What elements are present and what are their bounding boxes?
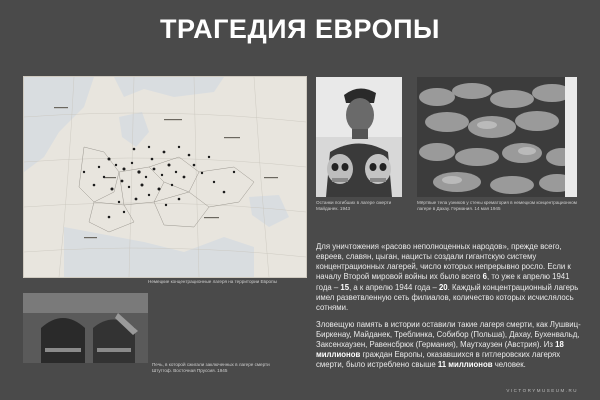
main-text [316,242,581,378]
site-url: VICTORYMUSEUM.RU [506,388,578,393]
europe-camps-map [23,76,307,278]
oven-photo-caption: Печь, в которой сжигали заключенных в лагере смерти Штутгоф. Восточная Пруссия. 1945 [152,362,270,373]
crematorium-oven-photo [23,293,148,378]
map-caption: Немецкие концентрационные лагеря на территории Европы [148,279,277,284]
dachau-photo-caption: Мёртвые тела узников у стены крематория в немецком концентрационном лагере в Дахау. Германия. 14 мая 1945 [417,200,577,211]
paragraph-death-camps: Зловещую память в истории оставили такие лагеря смерти, как Лушвиц-Биркенау, Майданек, Треблинка, Собибор (Польша), Дахау, Бухенвальд, Заксенхаузен, Равенсбрюк (Германия), Маутхаузен (Австрия). Из 18 миллионов граждан Европы, оказавшихся в гитлеровских лагерях смерти, было истреблено свыше 11 миллионов человек. [316,319,581,370]
dachau-bodies-photo [417,77,577,197]
page-title: ТРАГЕДИЯ ЕВРОПЫ [160,14,440,44]
soldier-photo-caption: Останки погибших в лагере смерти Майданек. 1943 [316,200,392,211]
soldier-skulls-photo [316,77,402,197]
paragraph-camps-growth: Для уничтожения «расово неполноценных народов», прежде всего, евреев, славян, цыган, нацисты создали гигантскую систему концентрационных лагерей, число которых непрерывно росло. Если к началу Второй мировой войны их было всего 6, то уже к апрелю 1941 года – 15, а к апрелю 1944 года – 20. Каждый концентрационный лагерь имел разветвленную сеть филиалов, количество которых исчислялось сотнями. [316,242,579,312]
